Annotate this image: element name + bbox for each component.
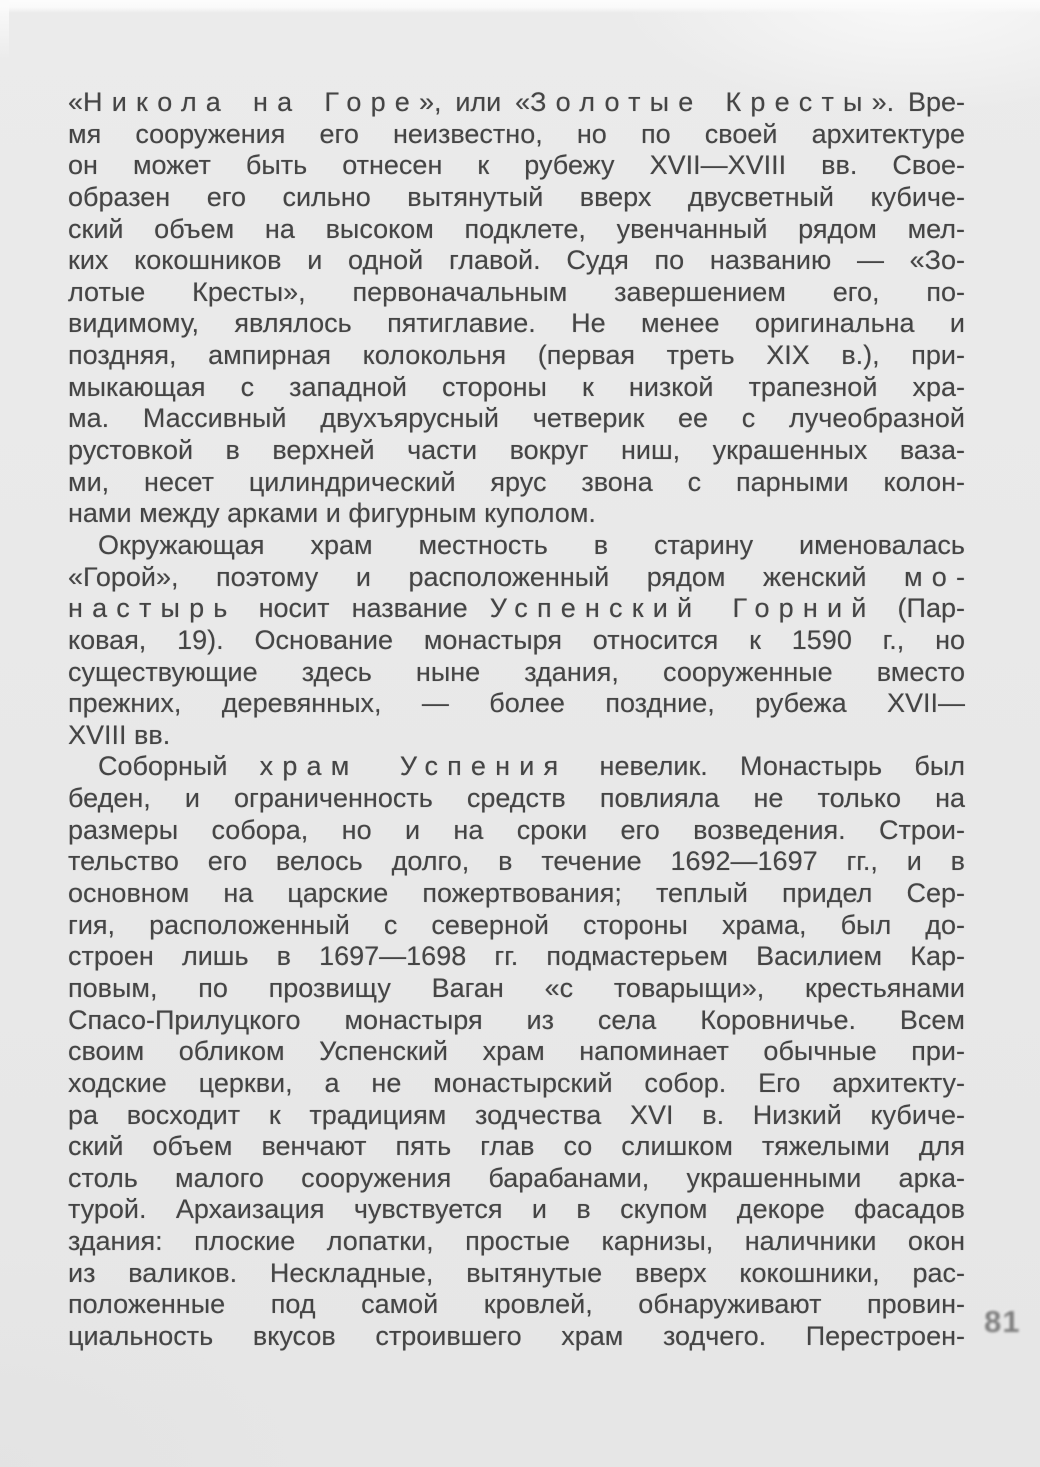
text-line [68, 751, 965, 783]
text-line [68, 973, 965, 1005]
text-line [68, 878, 965, 910]
page-left-edge [0, 0, 9, 60]
text-segment: », или « [418, 87, 531, 117]
text-line [68, 1068, 965, 1100]
text-segment: мыкающая с западной стороны к низкой трапезной хра- [68, 371, 965, 402]
text-line [68, 467, 965, 499]
page-top-edge [0, 0, 1040, 13]
text-segment: XVIII вв. [68, 719, 171, 750]
letterspaced-text: Успенский Горний [489, 593, 876, 624]
text-line [68, 593, 965, 625]
text-line [68, 1226, 965, 1258]
text-segment: ра восходит к традициям зодчества XVI в. Низкий кубиче- [68, 1099, 965, 1130]
text-segment: существующие здесь ныне здания, сооруженные вместо [68, 656, 965, 687]
text-line [68, 245, 965, 277]
text-line [68, 277, 965, 309]
text-line [68, 150, 965, 182]
text-line [68, 530, 965, 562]
text-segment: здания: плоские лопатки, простые карнизы, наличники окон [68, 1226, 965, 1257]
text-line [68, 1036, 965, 1068]
text-segment: ковая, 19). Основание монастыря относится к 1590 г., но [68, 624, 965, 655]
text-segment: - [956, 561, 965, 592]
text-line [68, 846, 965, 878]
text-line [68, 910, 965, 942]
text-segment: ких кокошников и одной главой. Судя по названию — «Зо- [68, 245, 965, 276]
text-segment: ходские церкви, а не монастырский собор. Его архитекту- [68, 1067, 965, 1098]
text-segment: ский объем на высоком подклете, увенчанный рядом мел- [68, 213, 965, 244]
page-text [68, 87, 965, 1353]
text-line [68, 688, 965, 720]
text-line [68, 1100, 965, 1132]
text-line [68, 1289, 965, 1321]
text-line [68, 1163, 965, 1195]
text-segment: турой. Архаизация чувствуется и в скупом декоре фасадов [68, 1194, 965, 1225]
letterspaced-text: Никола на Горе [83, 87, 419, 117]
text-line [68, 1321, 965, 1353]
text-segment: из валиков. Нескладные, вытянутые вверх кокошники, рас- [68, 1257, 965, 1288]
text-segment: размеры собора, но и на сроки его возведения. Строи- [68, 814, 965, 845]
text-line [68, 403, 965, 435]
text-line [68, 941, 965, 973]
text-line [68, 182, 965, 214]
letterspaced-text: настырь [68, 593, 237, 624]
text-segment: ма. Массивный двухъярусный четверик ее с лучеобразной [68, 403, 965, 434]
text-line [68, 498, 965, 530]
text-line [68, 657, 965, 689]
text-segment: тельство его велось долго, в течение 1692—1697 гг., и в [68, 846, 965, 877]
text-line [68, 214, 965, 246]
text-segment: (Пар- [875, 593, 965, 624]
text-line [68, 1005, 965, 1037]
text-segment: своим обликом Успенский храм напоминает обычные при- [68, 1036, 965, 1067]
text-segment: положенные под самой кровлей, обнаруживают провин- [68, 1289, 965, 1320]
text-segment: невелик. Монастырь был [567, 751, 965, 782]
text-segment: циальность вкусов строившего храм зодчего. Перестроен- [68, 1320, 965, 1351]
text-segment: прежних, деревянных, — более поздние, рубежа XVII— [68, 688, 965, 719]
text-segment: он может быть отнесен к рубежу XVII—XVIII вв. Свое- [68, 150, 965, 181]
page-number: 81 [984, 1304, 1021, 1339]
text-segment: рустовкой в верхней части вокруг ниш, украшенных ваза- [68, 435, 965, 466]
text-segment: столь малого сооружения барабанами, украшенными арка- [68, 1162, 965, 1193]
text-segment: Соборный [98, 751, 260, 782]
text-segment: ский объем венчают пять глав со слишком тяжелыми для [68, 1131, 965, 1162]
text-line [68, 1131, 965, 1163]
text-segment: повым, по прозвищу Ваган «с товарыщи», крестьянами [68, 972, 965, 1003]
text-segment: строен лишь в 1697—1698 гг. подмастерьем Василием Кар- [68, 941, 965, 972]
text-line [68, 1258, 965, 1290]
text-segment: образен его сильно вытянутый вверх двусветный кубиче- [68, 181, 965, 212]
text-line [68, 87, 965, 119]
text-segment: Окружающая храм местность в старину именовалась [98, 529, 965, 560]
text-line [68, 720, 965, 752]
text-segment: беден, и ограниченность средств повлияла не только на [68, 783, 965, 814]
text-segment: ». Вре- [871, 87, 965, 117]
text-segment: лотые Кресты», первоначальным завершением его, по- [68, 276, 965, 307]
text-line [68, 783, 965, 815]
text-segment: « [68, 87, 84, 117]
text-segment: Спасо-Прилуцкого монастыря из села Коровничье. Всем [68, 1004, 965, 1035]
text-line [68, 372, 965, 404]
letterspaced-text: мо [904, 561, 956, 592]
text-line [68, 340, 965, 372]
text-line [68, 119, 965, 151]
text-segment: ми, несет цилиндрический ярус звона с парными колон- [68, 466, 965, 497]
text-segment: основном на царские пожертвования; теплый придел Сер- [68, 878, 965, 909]
text-line [68, 815, 965, 847]
text-line [68, 1194, 965, 1226]
text-segment: гия, расположенный с северной стороны храма, был до- [68, 909, 965, 940]
text-segment: видимому, являлось пятиглавие. Не менее оригинальна и [68, 308, 965, 339]
text-line [68, 435, 965, 467]
text-segment: нами между арками и фигурным куполом. [68, 498, 596, 529]
text-line [68, 625, 965, 657]
text-line [68, 308, 965, 340]
text-segment: «Горой», поэтому и расположенный рядом женский [68, 561, 905, 592]
text-segment: мя сооружения его неизвестно, но по своей архитектуре [68, 118, 965, 149]
text-line [68, 562, 965, 594]
letterspaced-text: Золотые Кресты [530, 87, 872, 117]
text-segment: носит название [236, 593, 490, 624]
text-segment: поздняя, ампирная колокольня (первая треть XIX в.), при- [68, 340, 965, 371]
letterspaced-text: храм Успения [259, 751, 568, 782]
